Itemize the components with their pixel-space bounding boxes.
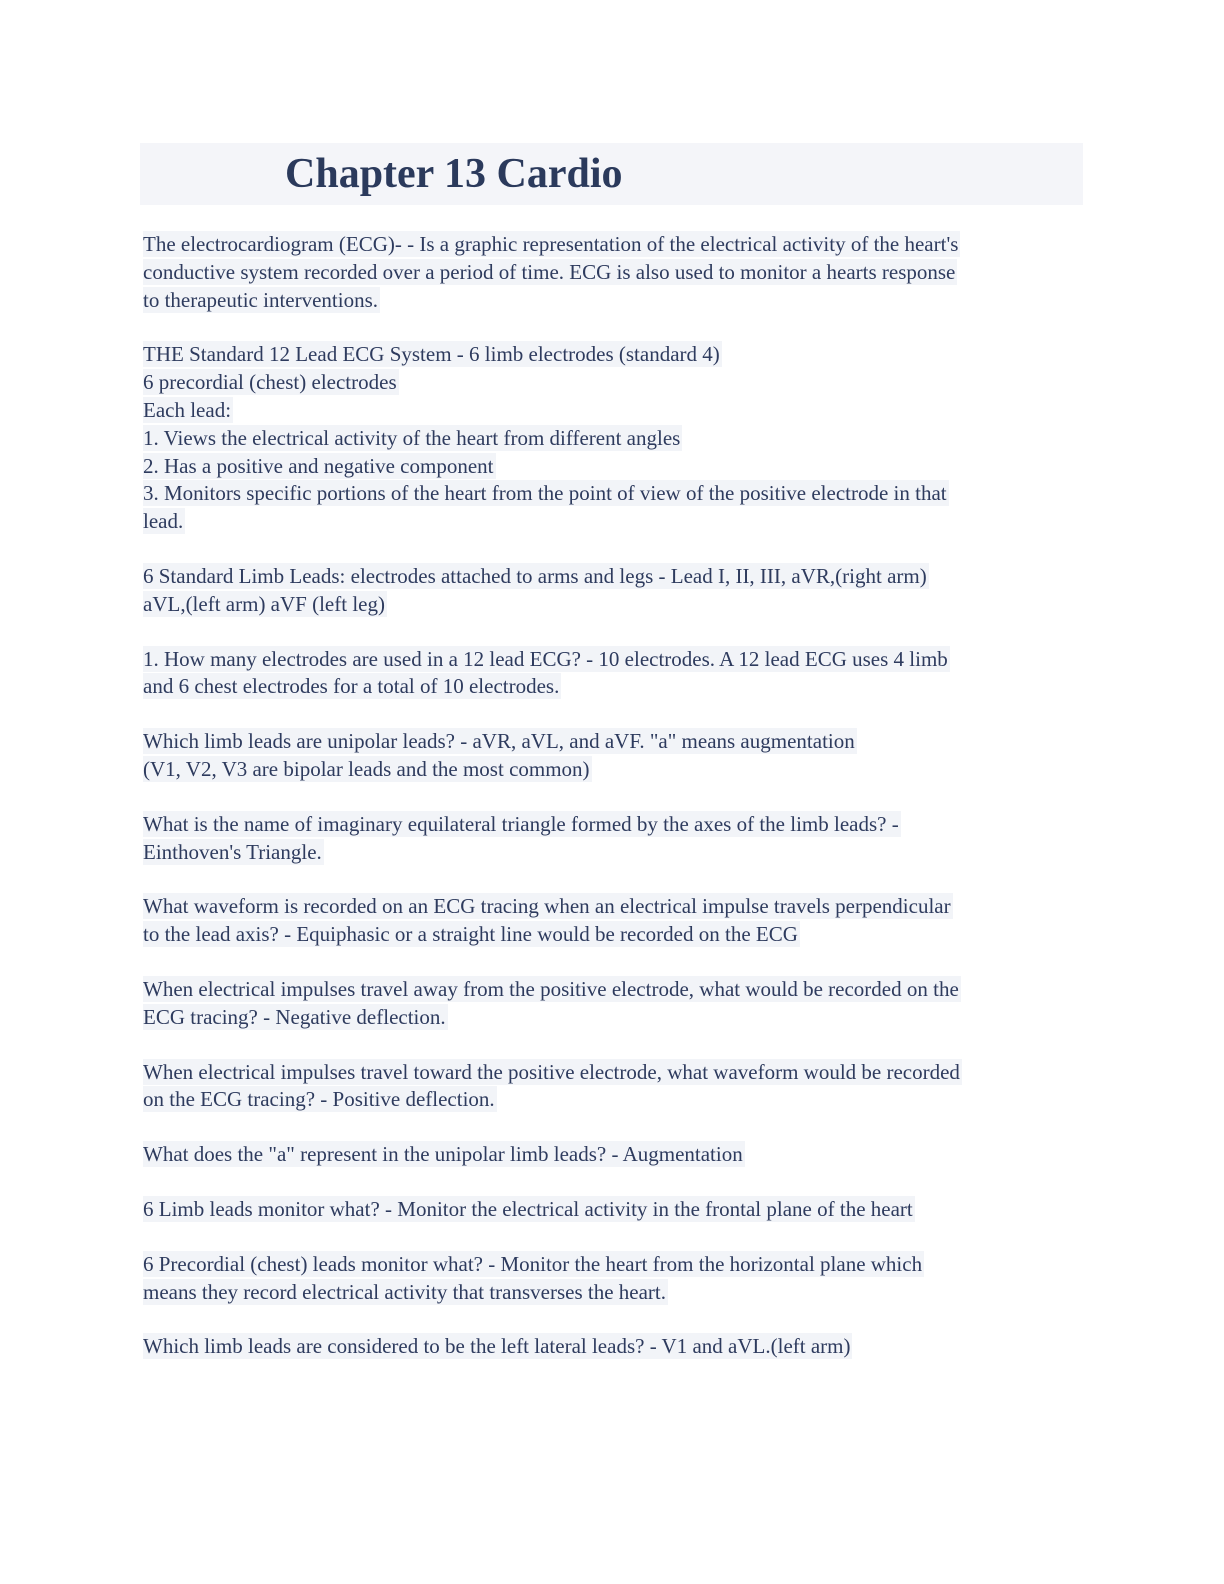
highlighted-text-line: to the lead axis? - Equiphasic or a straight line would be recorded on the ECG: [143, 922, 798, 947]
highlighted-text-line: Which limb leads are considered to be the left lateral leads? - V1 and aVL.(left arm): [143, 1334, 851, 1359]
highlighted-text-line: Einthoven's Triangle.: [143, 839, 322, 864]
highlighted-text-line: to therapeutic interventions.: [143, 287, 379, 312]
paragraph: [143, 976, 1153, 1032]
highlighted-text-line: aVL,(left arm) aVF (left leg): [143, 591, 385, 616]
paragraph: [143, 341, 1153, 536]
highlighted-text-line: Each lead:: [143, 397, 232, 422]
highlighted-text-line: When electrical impulses travel toward the positive electrode, what waveform would be recorded: [143, 1059, 960, 1084]
paragraph: [143, 728, 1153, 784]
highlighted-text-line: conductive system recorded over a period of time. ECG is also used to monitor a hearts response: [143, 259, 956, 284]
highlighted-text-line: lead.: [143, 509, 184, 534]
highlighted-text-line: THE Standard 12 Lead ECG System - 6 limb electrodes (standard 4): [143, 342, 720, 367]
document-title: Chapter 13 Cardio: [285, 151, 623, 197]
highlighted-text-line: on the ECG tracing? - Positive deflection.: [143, 1087, 495, 1112]
paragraph: [143, 646, 1153, 702]
highlighted-text-line: 6 precordial (chest) electrodes: [143, 370, 397, 395]
highlighted-text-line: Which limb leads are unipolar leads? - aVR, aVL, and aVF. "a" means augmentation: [143, 729, 855, 754]
paragraph: [143, 893, 1153, 949]
highlighted-text-line: What is the name of imaginary equilateral triangle formed by the axes of the limb leads? -: [143, 811, 899, 836]
paragraph: [143, 1059, 1153, 1115]
paragraph: [143, 1196, 1153, 1224]
highlighted-text-line: What does the "a" represent in the unipolar limb leads? - Augmentation: [143, 1142, 743, 1167]
highlighted-text-line: means they record electrical activity that transverses the heart.: [143, 1279, 667, 1304]
highlighted-text-line: ECG tracing? - Negative deflection.: [143, 1004, 446, 1029]
highlighted-text-line: 3. Monitors specific portions of the heart from the point of view of the positive electrode in that: [143, 481, 947, 506]
paragraph: [143, 1333, 1153, 1361]
highlighted-text-line: and 6 chest electrodes for a total of 10 electrodes.: [143, 674, 560, 699]
paragraph: [143, 563, 1153, 619]
paragraph: [143, 231, 1153, 314]
highlighted-text-line: 1. How many electrodes are used in a 12 lead ECG? - 10 electrodes. A 12 lead ECG uses 4 limb: [143, 646, 948, 671]
paragraph: [143, 1141, 1153, 1169]
highlighted-text-line: 6 Precordial (chest) leads monitor what? - Monitor the heart from the horizontal plane which: [143, 1251, 923, 1276]
highlighted-text-line: What waveform is recorded on an ECG tracing when an electrical impulse travels perpendicular: [143, 894, 951, 919]
highlighted-text-line: The electrocardiogram (ECG)- - Is a graphic representation of the electrical activity of the heart's: [143, 232, 959, 256]
paragraph: [143, 1251, 1153, 1307]
highlighted-text-line: 2. Has a positive and negative component: [143, 453, 494, 478]
highlighted-text-line: (V1, V2, V3 are bipolar leads and the most common): [143, 756, 590, 781]
paragraph: [143, 811, 1153, 867]
document-title-band: [140, 143, 1083, 205]
highlighted-text-line: When electrical impulses travel away from the positive electrode, what would be recorded on the: [143, 976, 959, 1001]
highlighted-text-line: 1. Views the electrical activity of the heart from different angles: [143, 425, 681, 450]
document-body: [143, 231, 1153, 1388]
highlighted-text-line: 6 Standard Limb Leads: electrodes attached to arms and legs - Lead I, II, III, aVR,(right arm): [143, 563, 927, 588]
highlighted-text-line: 6 Limb leads monitor what? - Monitor the electrical activity in the frontal plane of the heart: [143, 1196, 913, 1221]
